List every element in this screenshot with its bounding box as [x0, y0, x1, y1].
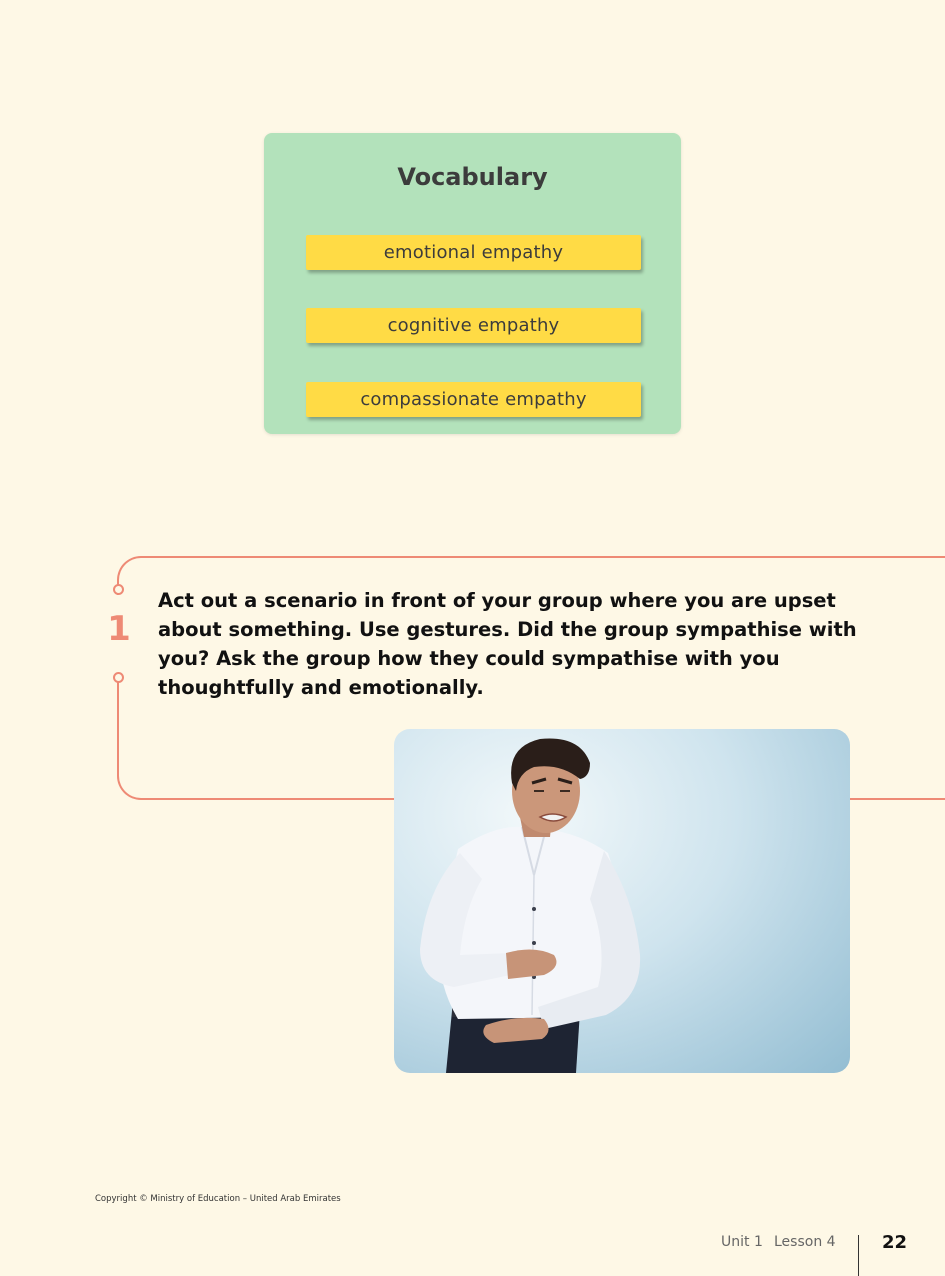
frame-dot-bottom [113, 672, 124, 683]
copyright-notice: Copyright © Ministry of Education – United Arab Emirates [95, 1194, 341, 1204]
vocabulary-title: Vocabulary [397, 163, 548, 191]
page-number: 22 [882, 1232, 908, 1253]
footer-unit: Unit 1 [721, 1234, 763, 1250]
footer-lesson: Lesson 4 [774, 1234, 836, 1250]
frame-dot-top [113, 584, 124, 595]
activity-number: 1 [107, 609, 131, 649]
man-illustration [394, 729, 850, 1073]
vocab-term-compassionate: compassionate empathy [306, 382, 641, 417]
vocab-term-emotional: emotional empathy [306, 235, 641, 270]
photo-man-in-pain [394, 729, 850, 1073]
footer-divider [858, 1235, 859, 1276]
vocabulary-card [264, 133, 681, 434]
vocab-term-cognitive: cognitive empathy [306, 308, 641, 343]
activity-instruction: Act out a scenario in front of your group where you are upset about something. Use gestures. Did the group sympathise with you? Ask the group how they could sympathise with you thoughtfully and emotionally. [158, 589, 857, 699]
